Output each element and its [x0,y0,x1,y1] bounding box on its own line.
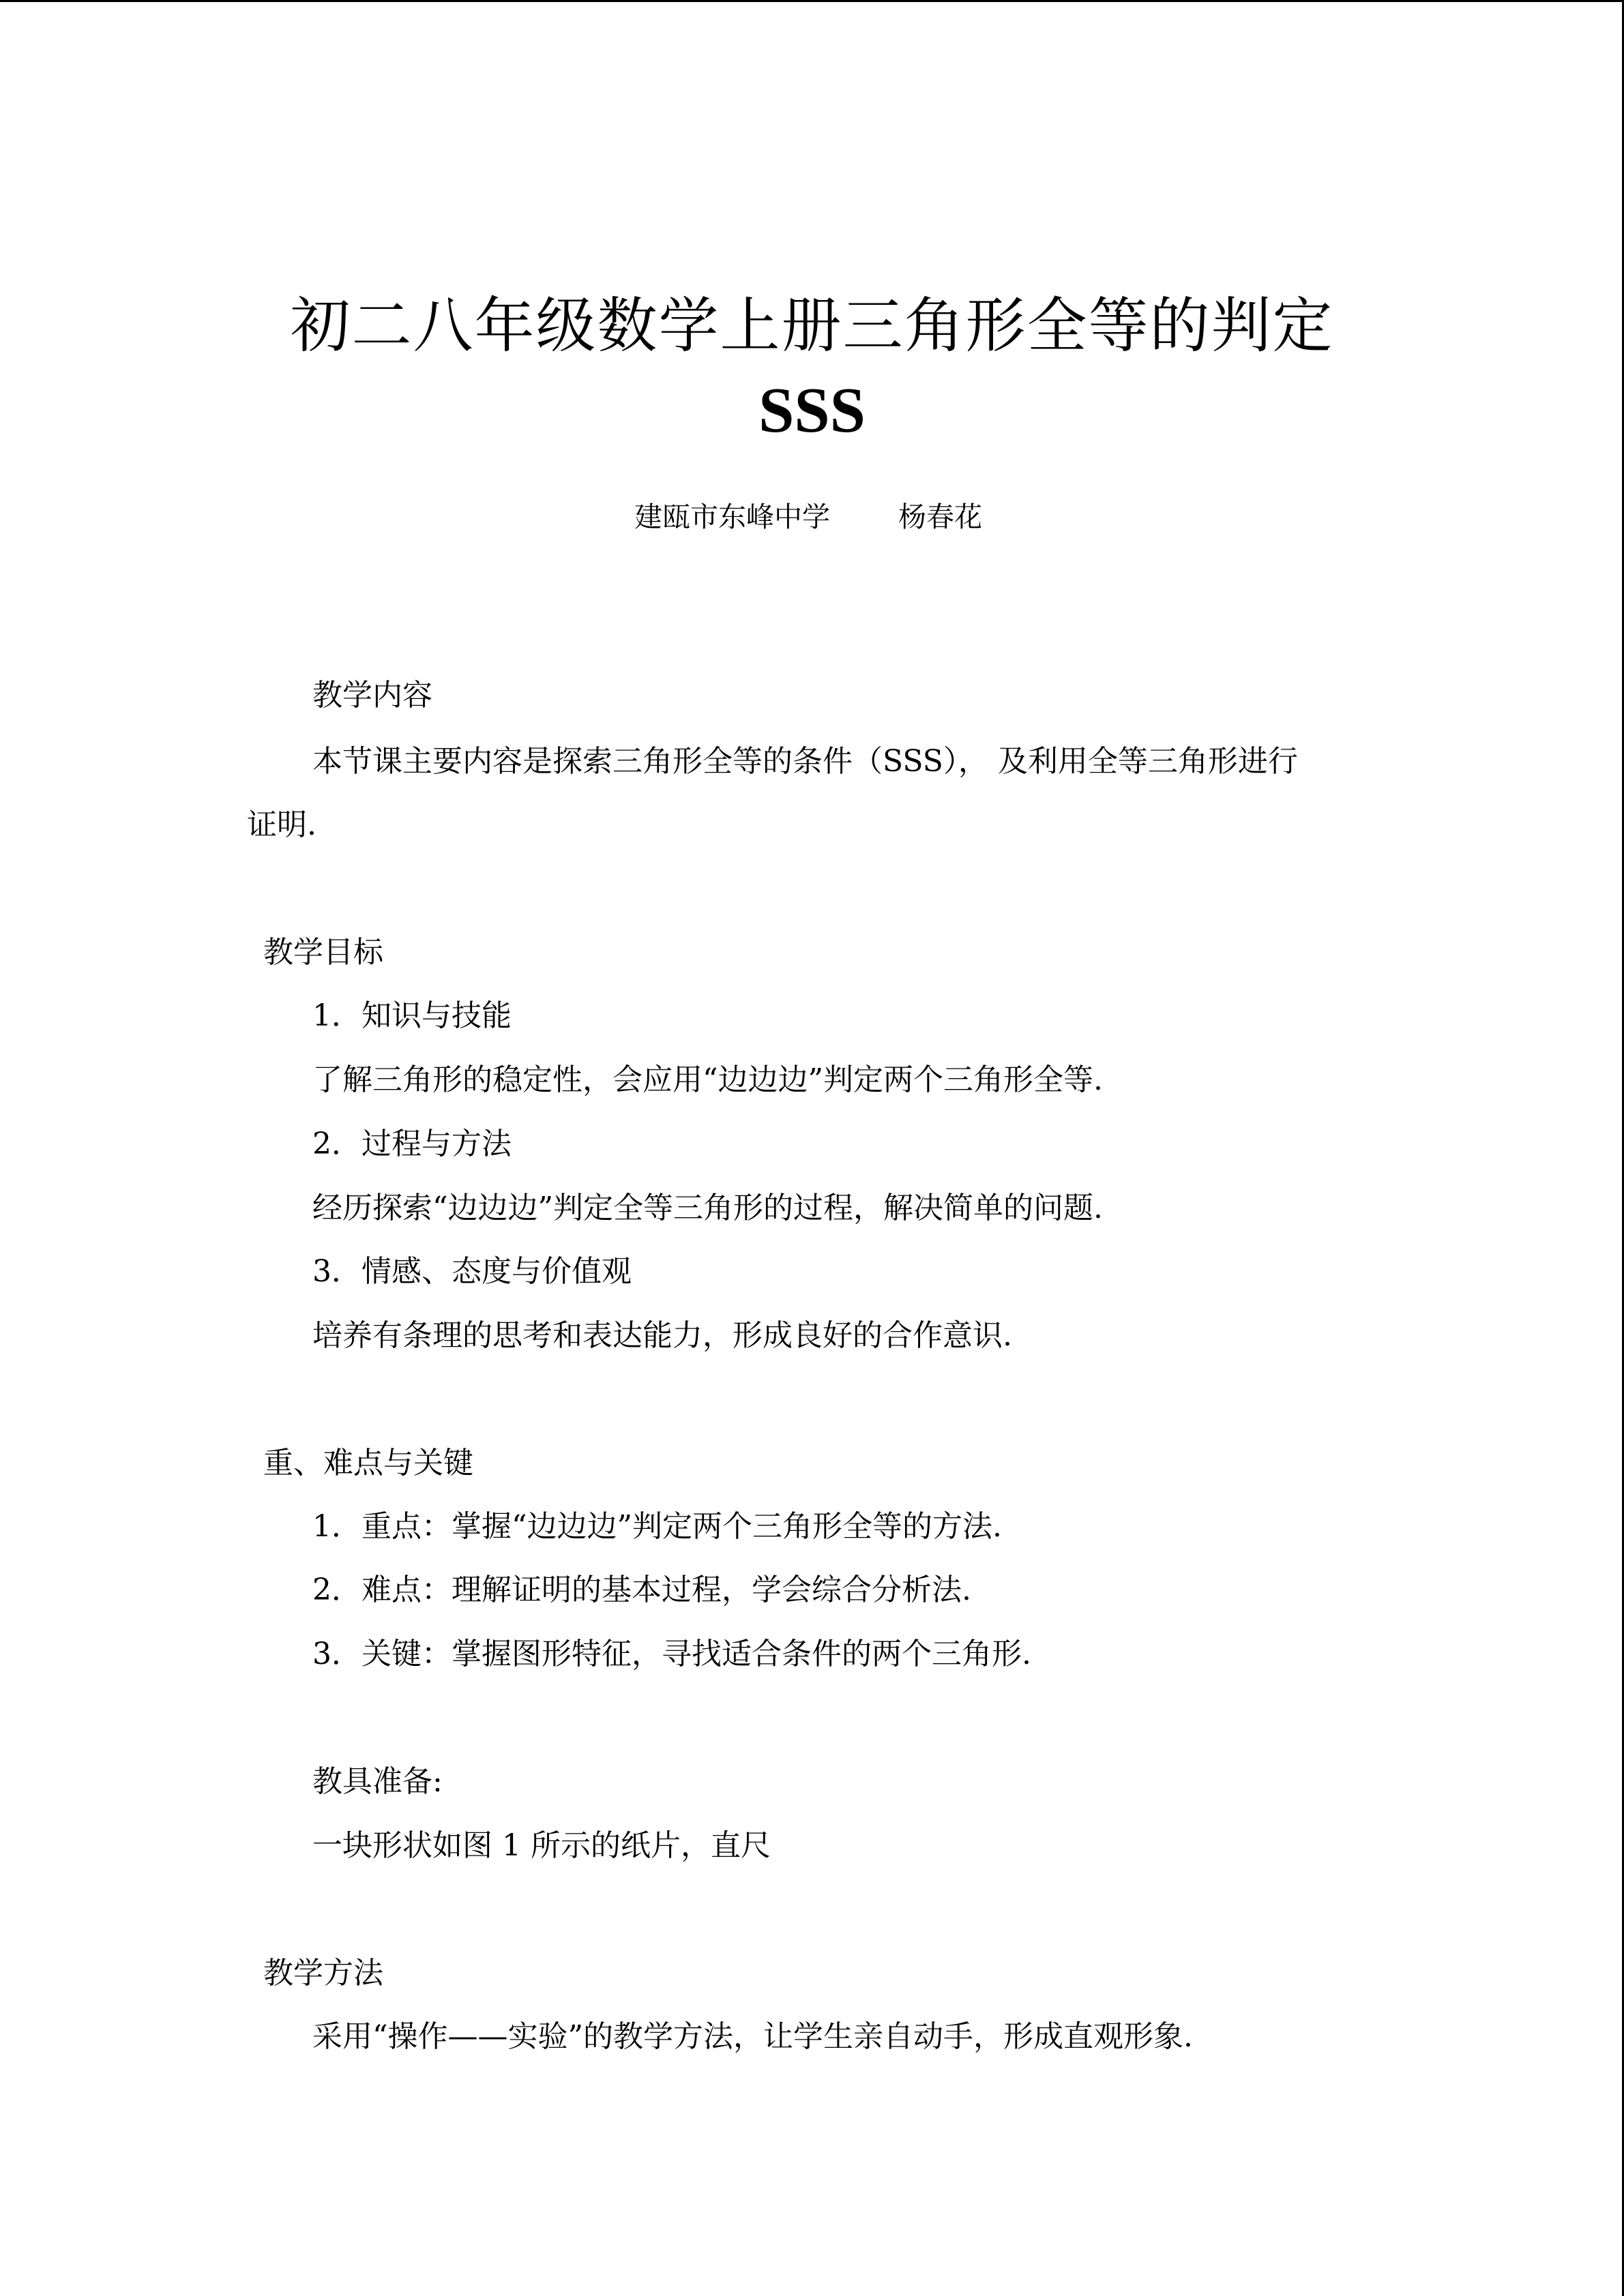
document-title-sss: SSS [758,375,866,446]
author-name: 杨春花 [898,501,982,533]
section-heading-content: 教学内容 [312,678,432,713]
objective-3-text: 培养有条理的思考和表达能力，形成良好的合作意识. [312,1318,1012,1353]
key-point-3: 3．关键：掌握图形特征，寻找适合条件的两个三角形. [312,1637,1031,1671]
byline [634,496,982,537]
method-text: 采用“操作——实验”的教学方法，让学生亲自动手，形成直观形象. [312,2019,1193,2054]
content-text-line2: 证明. [247,807,316,842]
objective-1-title: 1．知识与技能 [312,998,512,1033]
objective-1-text: 了解三角形的稳定性，会应用“边边边”判定两个三角形全等. [312,1062,1103,1097]
section-heading-method: 教学方法 [263,1956,383,1991]
key-point-2: 2．难点：理解证明的基本过程，学会综合分析法. [312,1572,971,1607]
objective-3-title: 3．情感、态度与价值观 [312,1254,632,1289]
page-border-top [0,0,1624,2]
objective-2-text: 经历探索“边边边”判定全等三角形的过程，解决简单的问题. [312,1191,1103,1225]
key-point-1: 1．重点：掌握“边边边”判定两个三角形全等的方法. [312,1509,1002,1544]
objective-2-title: 2．过程与方法 [312,1127,512,1161]
section-heading-materials: 教具准备: [312,1764,443,1799]
content-text-line1: 本节课主要内容是探索三角形全等的条件（SSS）， 及利用全等三角形进行 [312,744,1298,779]
school-name: 建瓯市东峰中学 [634,501,830,533]
section-heading-key-points: 重、难点与关键 [263,1446,473,1480]
document-title: 初二八年级数学上册三角形全等的判定 [290,290,1334,361]
section-heading-objectives: 教学目标 [263,935,383,970]
materials-text: 一块形状如图 1 所示的纸片，直尺 [312,1828,771,1863]
